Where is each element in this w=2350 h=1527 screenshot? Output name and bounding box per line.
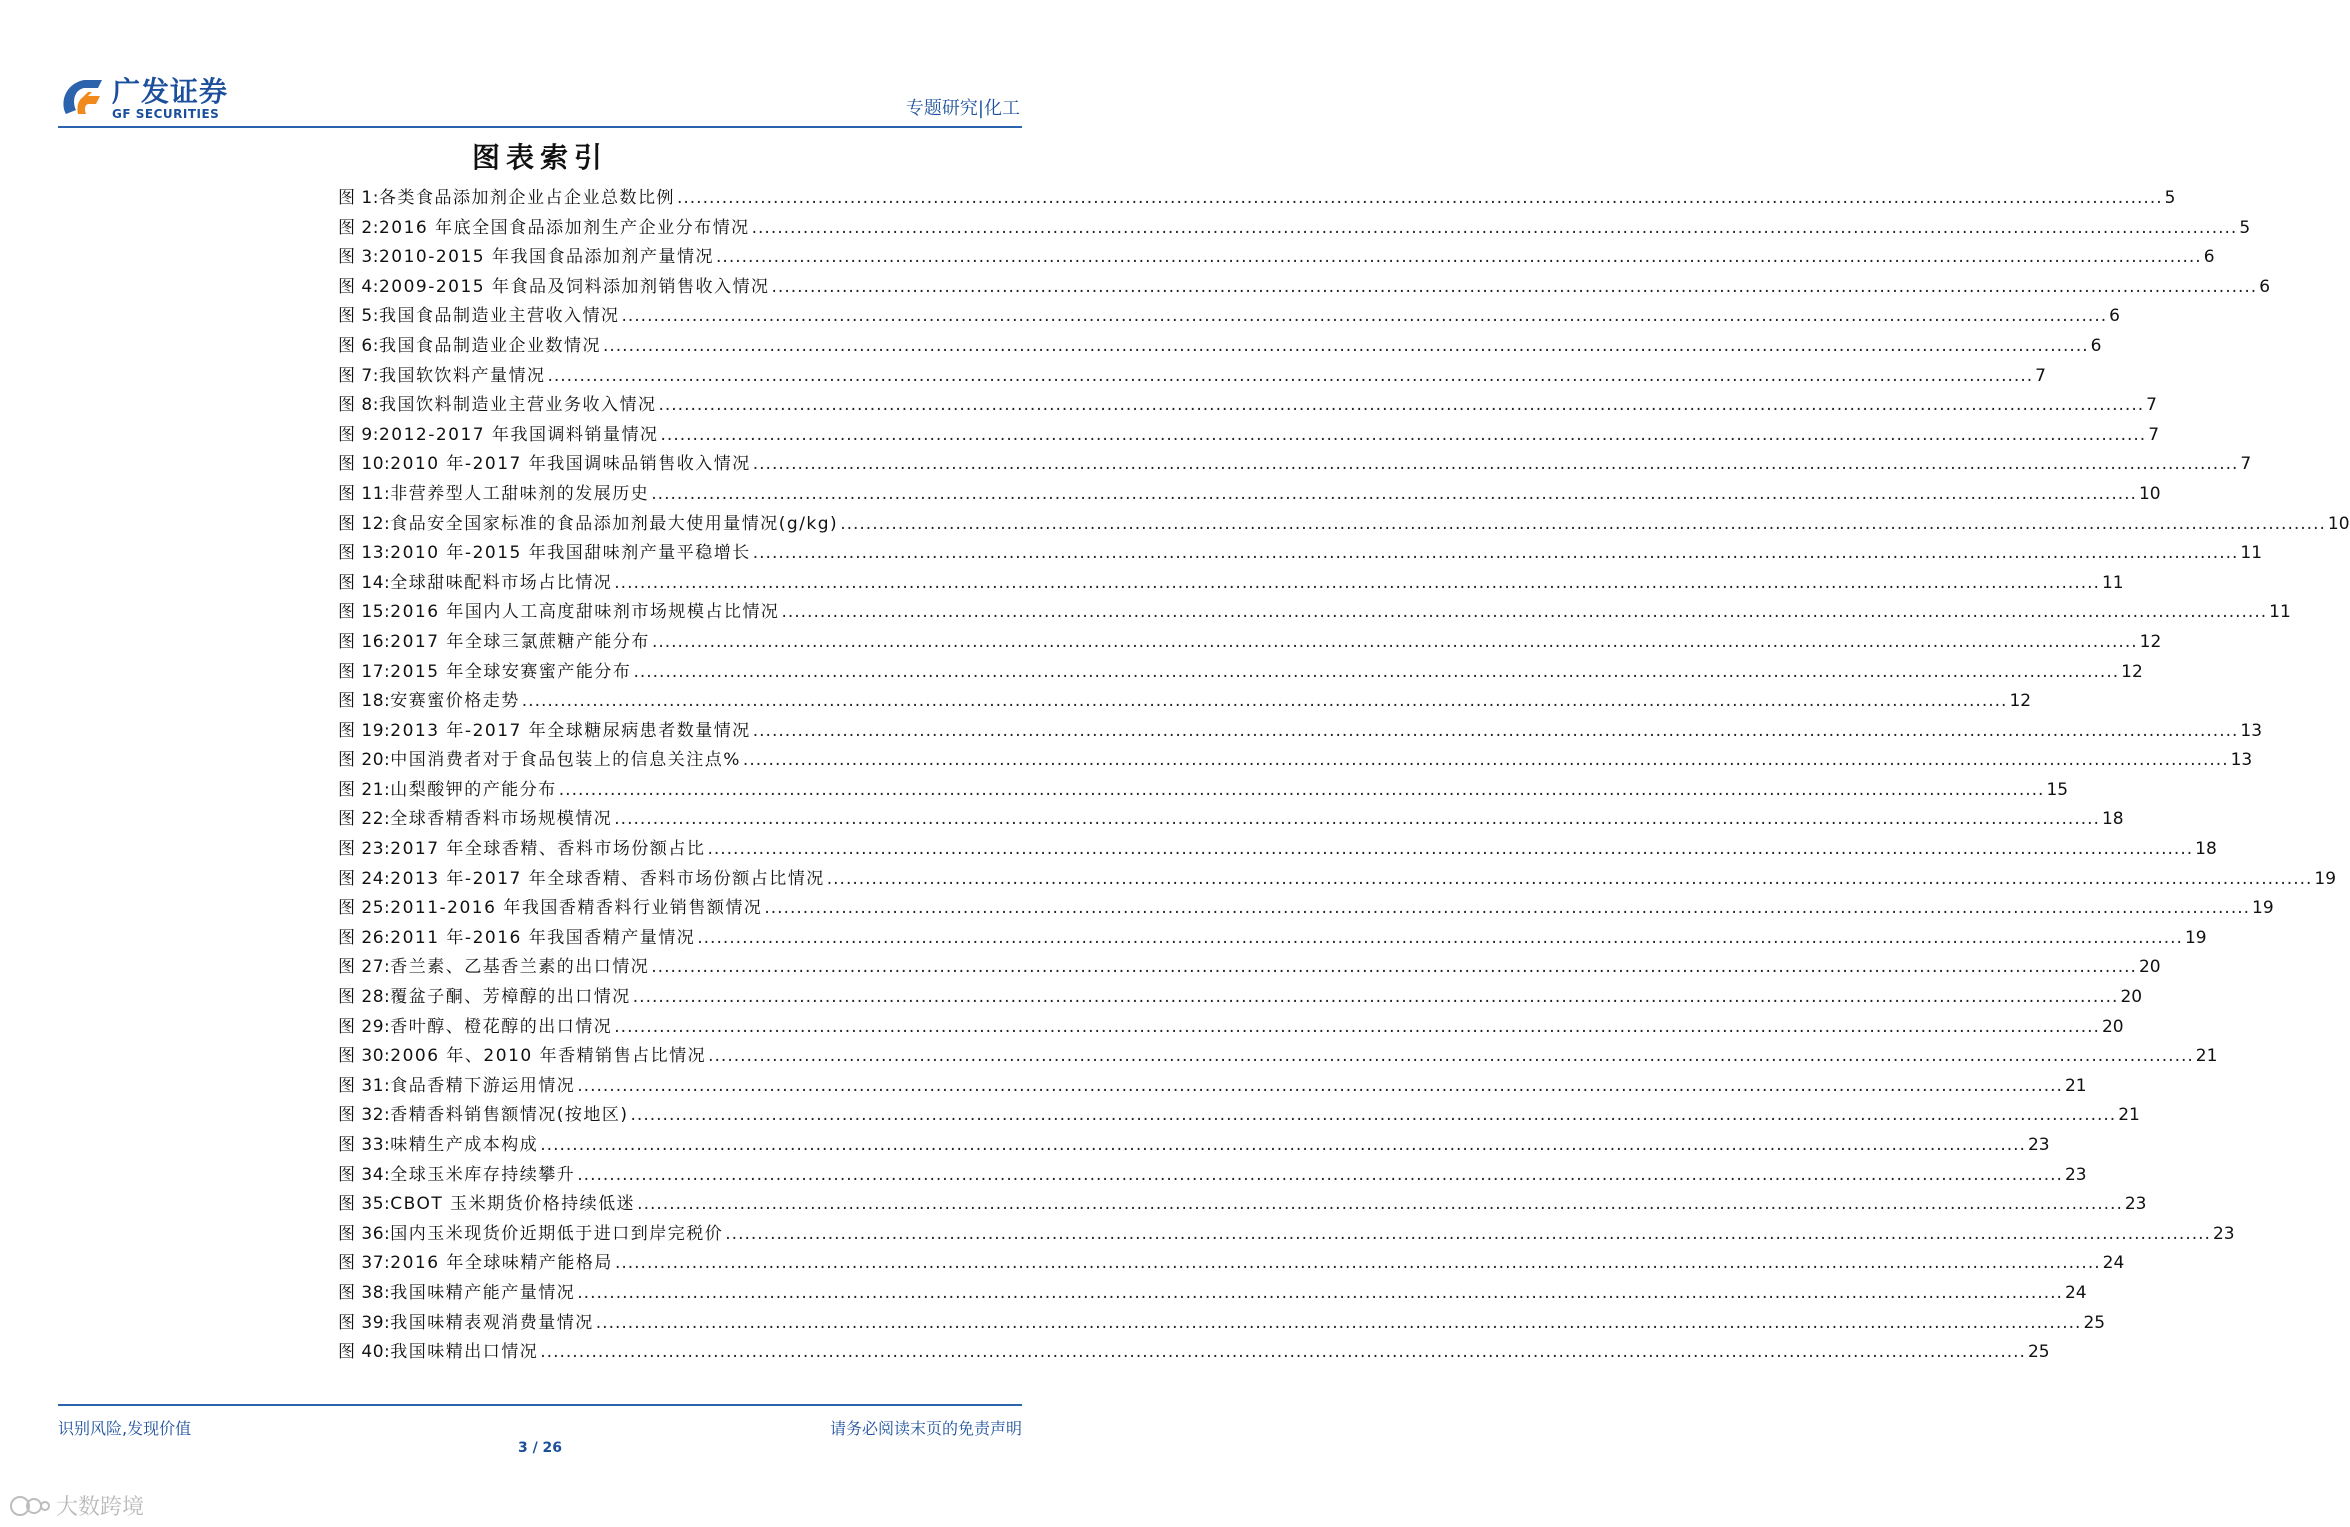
logo-english-name: GF SECURITIES <box>112 107 220 121</box>
toc-entry-title: 我国食品制造业主营收入情况 <box>378 306 620 327</box>
toc-entry-page: 25 <box>2027 1342 2050 1363</box>
toc-entry[interactable] <box>338 983 2143 1013</box>
toc-entry-label: 图 15: <box>338 602 391 623</box>
toc-entry-leader <box>577 1161 2063 1191</box>
watermark-text: 大数跨境 <box>56 1495 145 1520</box>
toc-entry-title: 非营养型人工甜味剂的发展历史 <box>390 483 650 504</box>
toc-entry-page: 7 <box>2148 424 2160 445</box>
toc-entry-leader <box>725 1220 2211 1250</box>
toc-entry-label: 图 14: <box>338 572 391 593</box>
toc-entry[interactable] <box>338 1042 2218 1072</box>
toc-entry-leader <box>633 983 2119 1013</box>
toc-entry-page: 5 <box>2164 188 2176 208</box>
toc-entry-title: 食品安全国家标准的食品添加剂最大使用量情况(g/kg) <box>390 513 839 534</box>
toc-entry-title: 2017 年全球香精、香料市场份额占比 <box>390 839 706 860</box>
toc-entry-page: 7 <box>2035 365 2046 386</box>
toc-entry-label: 图 11: <box>338 483 391 504</box>
page-number: 3 / 26 <box>517 1440 563 1456</box>
toc-entry-page: 23 <box>2124 1194 2147 1215</box>
toc-entry-label: 图 22: <box>338 809 391 830</box>
toc-entry-title: 各类食品添加剂企业占企业总数比例 <box>378 188 675 208</box>
toc-entry-title: 香兰素、乙基香兰素的出口情况 <box>390 957 650 978</box>
toc-entry-label: 图 34: <box>338 1164 391 1185</box>
toc-entry[interactable] <box>338 1013 2124 1043</box>
toc-entry-label: 图 33: <box>338 1135 391 1155</box>
toc-entry[interactable] <box>338 894 2274 924</box>
toc-entry-label: 图 7: <box>338 365 379 386</box>
toc-entry-leader <box>577 1072 2063 1102</box>
toc-entry-title: 2010 年-2015 年我国甜味剂产量平稳增长 <box>390 543 751 564</box>
toc-entry-leader <box>633 658 2119 688</box>
toc-entry-title: 山梨酸钾的产能分布 <box>390 779 557 800</box>
toc-entry-page: 12 <box>2121 661 2143 682</box>
toc-entry-title: 2010 年-2017 年我国调味品销售收入情况 <box>390 454 751 475</box>
toc-entry-label: 图 5: <box>338 306 379 327</box>
toc-entry-leader <box>615 1249 2101 1279</box>
toc-entry[interactable] <box>338 953 2161 983</box>
toc-entry-page: 21 <box>2118 1105 2140 1126</box>
toc-entry[interactable] <box>338 658 2143 688</box>
toc-entry-title: 香叶醇、橙花醇的出口情况 <box>390 1016 613 1037</box>
toc-entry-title: 我国味精表观消费量情况 <box>390 1312 594 1333</box>
toc-entry-page: 21 <box>2064 1075 2087 1096</box>
toc-entry-page: 11 <box>2269 602 2291 623</box>
toc-entry-leader <box>614 1013 2100 1043</box>
toc-entry-leader <box>772 273 2258 303</box>
toc-entry-page: 10 <box>2138 483 2161 504</box>
toc-entry-page: 23 <box>2212 1223 2235 1244</box>
toc-entry[interactable] <box>338 1249 2125 1279</box>
toc-entry-page: 6 <box>2259 276 2271 297</box>
toc-entry-title: 2013 年-2017 年全球糖尿病患者数量情况 <box>390 720 751 741</box>
toc-entry-title: 2016 年国内人工高度甜味剂市场规模占比情况 <box>390 602 780 623</box>
page-header <box>58 70 1022 128</box>
toc-entry-label: 图 19: <box>338 720 391 741</box>
toc-entry[interactable] <box>338 628 2162 658</box>
toc-entry-title: 食品香精下游运用情况 <box>390 1075 576 1096</box>
toc-entry[interactable] <box>338 687 2032 717</box>
toc-entry-label: 图 16: <box>338 631 391 652</box>
toc-entry-title: 2016 年底全国食品添加剂生产企业分布情况 <box>378 217 750 238</box>
toc-entry-label: 图 1: <box>338 188 379 208</box>
toc-entry-leader <box>540 1338 2026 1368</box>
toc-entry-label: 图 40: <box>338 1342 391 1363</box>
toc-entry-title: 味精生产成本构成 <box>390 1135 539 1155</box>
toc-entry-label: 图 36: <box>338 1223 391 1244</box>
toc-entry[interactable] <box>338 510 2350 540</box>
toc-entry-page: 11 <box>2240 543 2263 564</box>
toc-entry[interactable] <box>338 924 2207 954</box>
page-title: 图表索引 <box>471 141 608 174</box>
toc-entry-page: 13 <box>2240 720 2263 741</box>
toc-entry-leader <box>753 717 2239 747</box>
toc-entry[interactable] <box>338 184 2176 214</box>
toc-entry-page: 20 <box>2120 987 2143 1008</box>
gf-logo-icon <box>58 74 108 124</box>
toc-entry-label: 图 13: <box>338 543 391 564</box>
toc-entry[interactable] <box>338 746 2253 776</box>
toc-entry[interactable] <box>338 835 2217 865</box>
toc-entry-title: 2012-2017 年我国调料销量情况 <box>378 424 659 445</box>
toc-entry-title: 香精香料销售额情况(按地区) <box>390 1105 629 1126</box>
toc-entry-leader <box>522 687 2008 717</box>
toc-entry[interactable] <box>338 480 2161 510</box>
toc-entry[interactable] <box>338 1338 2050 1368</box>
toc-entry-leader <box>840 510 2326 540</box>
toc-entry-label: 图 38: <box>338 1282 391 1303</box>
toc-entry[interactable] <box>338 569 2124 599</box>
toc-entry-leader <box>781 598 2267 628</box>
toc-entry-title: 2011-2016 年我国香精香料行业销售额情况 <box>390 898 763 919</box>
toc-entry-leader <box>603 332 2089 362</box>
toc-entry-label: 图 4: <box>338 276 379 297</box>
toc-entry[interactable] <box>338 1220 2235 1250</box>
toc-entry[interactable] <box>338 421 2160 451</box>
toc-entry-page: 7 <box>2240 454 2252 475</box>
toc-entry-page: 13 <box>2230 750 2253 771</box>
toc-entry-page: 19 <box>2252 898 2274 919</box>
toc-entry-title: 2017 年全球三氯蔗糖产能分布 <box>390 631 650 652</box>
toc-entry-leader <box>559 776 2045 806</box>
toc-entry-title: 我国软饮料产量情况 <box>378 365 546 386</box>
toc-entry-leader <box>697 924 2183 954</box>
toc-entry-leader <box>658 391 2144 421</box>
company-logo <box>58 74 228 124</box>
toc-entry[interactable] <box>338 865 2337 895</box>
toc-entry-leader <box>661 421 2147 451</box>
toc-entry-page: 10 <box>2327 513 2350 534</box>
toc-entry-label: 图 37: <box>338 1253 391 1274</box>
toc-entry-leader <box>614 805 2100 835</box>
toc-entry-page: 6 <box>2090 335 2102 356</box>
toc-entry-leader <box>621 302 2107 332</box>
toc-entry-title: 国内玉米现货价近期低于进口到岸完税价 <box>390 1223 724 1244</box>
toc-entry-page: 24 <box>2064 1282 2087 1303</box>
toc-entry-label: 图 27: <box>338 957 391 978</box>
toc-entry-page: 12 <box>2009 691 2032 712</box>
toc-entry-label: 图 6: <box>338 335 379 356</box>
figure-index-list <box>338 184 2350 1368</box>
toc-entry-title: 2010-2015 年我国食品添加剂产量情况 <box>378 247 715 268</box>
toc-entry[interactable] <box>338 717 2263 747</box>
toc-entry-page: 24 <box>2102 1253 2125 1274</box>
toc-entry-title: CBOT 玉米期货价格持续低迷 <box>390 1194 636 1215</box>
toc-entry-leader <box>596 1309 2082 1339</box>
toc-entry-leader <box>827 865 2313 895</box>
toc-entry-title: 我国饮料制造业主营业务收入情况 <box>378 395 657 416</box>
toc-entry-label: 图 29: <box>338 1016 391 1037</box>
toc-entry-leader <box>547 362 2033 392</box>
toc-entry-page: 23 <box>2027 1135 2050 1155</box>
toc-entry-label: 图 2: <box>338 217 379 238</box>
toc-entry-label: 图 8: <box>338 395 379 416</box>
toc-entry[interactable] <box>338 1161 2087 1191</box>
toc-entry-leader <box>753 539 2239 569</box>
toc-entry[interactable] <box>338 1101 2140 1131</box>
toc-entry-label: 图 3: <box>338 247 379 268</box>
toc-entry-leader <box>677 184 2163 214</box>
toc-entry-page: 20 <box>2138 957 2161 978</box>
toc-entry-title: 2016 年全球味精产能格局 <box>390 1253 613 1274</box>
toc-entry-leader <box>637 1190 2123 1220</box>
footer-disclaimer: 请务必阅读末页的免责声明 <box>829 1419 1022 1438</box>
toc-entry-leader <box>716 243 2202 273</box>
toc-entry-title: 2013 年-2017 年全球香精、香料市场份额占比情况 <box>390 868 825 889</box>
toc-entry-title: 2006 年、2010 年香精销售占比情况 <box>390 1046 707 1067</box>
toc-entry-leader <box>614 569 2100 599</box>
toc-entry-label: 图 17: <box>338 661 391 682</box>
toc-entry-page: 23 <box>2064 1164 2087 1185</box>
toc-entry-title: 全球甜味配料市场占比情况 <box>390 572 613 593</box>
toc-entry-title: 全球香精香料市场规模情况 <box>390 809 613 830</box>
toc-entry-page: 19 <box>2184 927 2207 948</box>
toc-entry-label: 图 21: <box>338 779 391 800</box>
toc-entry-label: 图 39: <box>338 1312 391 1333</box>
toc-entry[interactable] <box>338 302 2120 332</box>
toc-entry-label: 图 24: <box>338 868 391 889</box>
toc-entry-page: 7 <box>2146 395 2157 416</box>
toc-entry-page: 15 <box>2046 779 2069 800</box>
toc-entry[interactable] <box>338 1190 2147 1220</box>
toc-entry-label: 图 20: <box>338 750 391 771</box>
toc-entry-page: 21 <box>2195 1046 2218 1067</box>
toc-entry[interactable] <box>338 776 2069 806</box>
footer-slogan: 识别风险,发现价值 <box>58 1419 192 1438</box>
toc-entry-title: 我国食品制造业企业数情况 <box>378 335 601 356</box>
toc-entry-label: 图 23: <box>338 839 391 860</box>
toc-entry-page: 25 <box>2083 1312 2106 1333</box>
toc-entry-leader <box>651 480 2137 510</box>
toc-entry-title: 中国消费者对于食品包装上的信息关注点% <box>390 750 741 771</box>
toc-entry-page: 12 <box>2139 631 2162 652</box>
watermark <box>8 1490 144 1521</box>
toc-entry-title: 2011 年-2016 年我国香精产量情况 <box>390 927 696 948</box>
toc-entry-label: 图 26: <box>338 927 391 948</box>
toc-entry-label: 图 12: <box>338 513 391 534</box>
toc-entry-leader <box>753 450 2239 480</box>
toc-entry-leader <box>652 628 2138 658</box>
toc-entry[interactable] <box>338 362 2046 392</box>
toc-entry[interactable] <box>338 805 2124 835</box>
toc-entry-leader <box>752 214 2238 244</box>
toc-entry-label: 图 10: <box>338 454 391 475</box>
toc-entry-title: 全球玉米库存持续攀升 <box>390 1164 576 1185</box>
toc-entry-title: 我国味精出口情况 <box>390 1342 539 1363</box>
toc-entry[interactable] <box>338 1279 2087 1309</box>
toc-entry[interactable] <box>338 1131 2050 1161</box>
toc-entry[interactable] <box>338 391 2157 421</box>
toc-entry-leader <box>764 894 2250 924</box>
toc-entry[interactable] <box>338 214 2251 244</box>
toc-entry[interactable] <box>338 450 2252 480</box>
toc-entry-leader <box>651 953 2137 983</box>
toc-entry-page: 19 <box>2314 868 2337 889</box>
toc-entry-label: 图 28: <box>338 987 391 1008</box>
toc-entry-title: 2009-2015 年食品及饲料添加剂销售收入情况 <box>378 276 770 297</box>
toc-entry-title: 安赛蜜价格走势 <box>390 691 520 712</box>
report-category: 专题研究|化工 <box>905 98 1020 119</box>
toc-entry-page: 20 <box>2101 1016 2124 1037</box>
toc-entry[interactable] <box>338 1309 2106 1339</box>
toc-entry-page: 11 <box>2101 572 2124 593</box>
toc-entry-leader <box>743 746 2229 776</box>
toc-entry-title: 我国味精产能产量情况 <box>390 1282 576 1303</box>
toc-entry-title: 覆盆子酮、芳樟醇的出口情况 <box>390 987 631 1008</box>
toc-entry-label: 图 18: <box>338 691 391 712</box>
toc-entry[interactable] <box>338 273 2271 303</box>
toc-entry-page: 18 <box>2101 809 2124 830</box>
toc-entry[interactable] <box>338 243 2215 273</box>
toc-entry-leader <box>707 835 2193 865</box>
toc-entry-label: 图 35: <box>338 1194 391 1215</box>
toc-entry-leader <box>577 1279 2063 1309</box>
toc-entry-leader <box>540 1131 2026 1161</box>
toc-entry-page: 5 <box>2239 217 2251 238</box>
toc-entry-label: 图 30: <box>338 1046 391 1067</box>
toc-entry[interactable] <box>338 1072 2087 1102</box>
toc-entry-page: 6 <box>2109 306 2120 327</box>
toc-entry[interactable] <box>338 598 2291 628</box>
toc-entry[interactable] <box>338 539 2263 569</box>
toc-entry-page: 6 <box>2203 247 2215 268</box>
toc-entry-leader <box>631 1101 2117 1131</box>
watermark-logo-icon <box>8 1492 52 1520</box>
toc-entry[interactable] <box>338 332 2102 362</box>
toc-entry-label: 图 25: <box>338 898 391 919</box>
logo-chinese-name: 广发证券 <box>112 75 229 108</box>
toc-entry-label: 图 32: <box>338 1105 391 1126</box>
toc-entry-leader <box>708 1042 2194 1072</box>
toc-entry-title: 2015 年全球安赛蜜产能分布 <box>390 661 632 682</box>
toc-entry-label: 图 9: <box>338 424 379 445</box>
toc-entry-label: 图 31: <box>338 1075 391 1096</box>
toc-entry-page: 18 <box>2195 839 2217 860</box>
